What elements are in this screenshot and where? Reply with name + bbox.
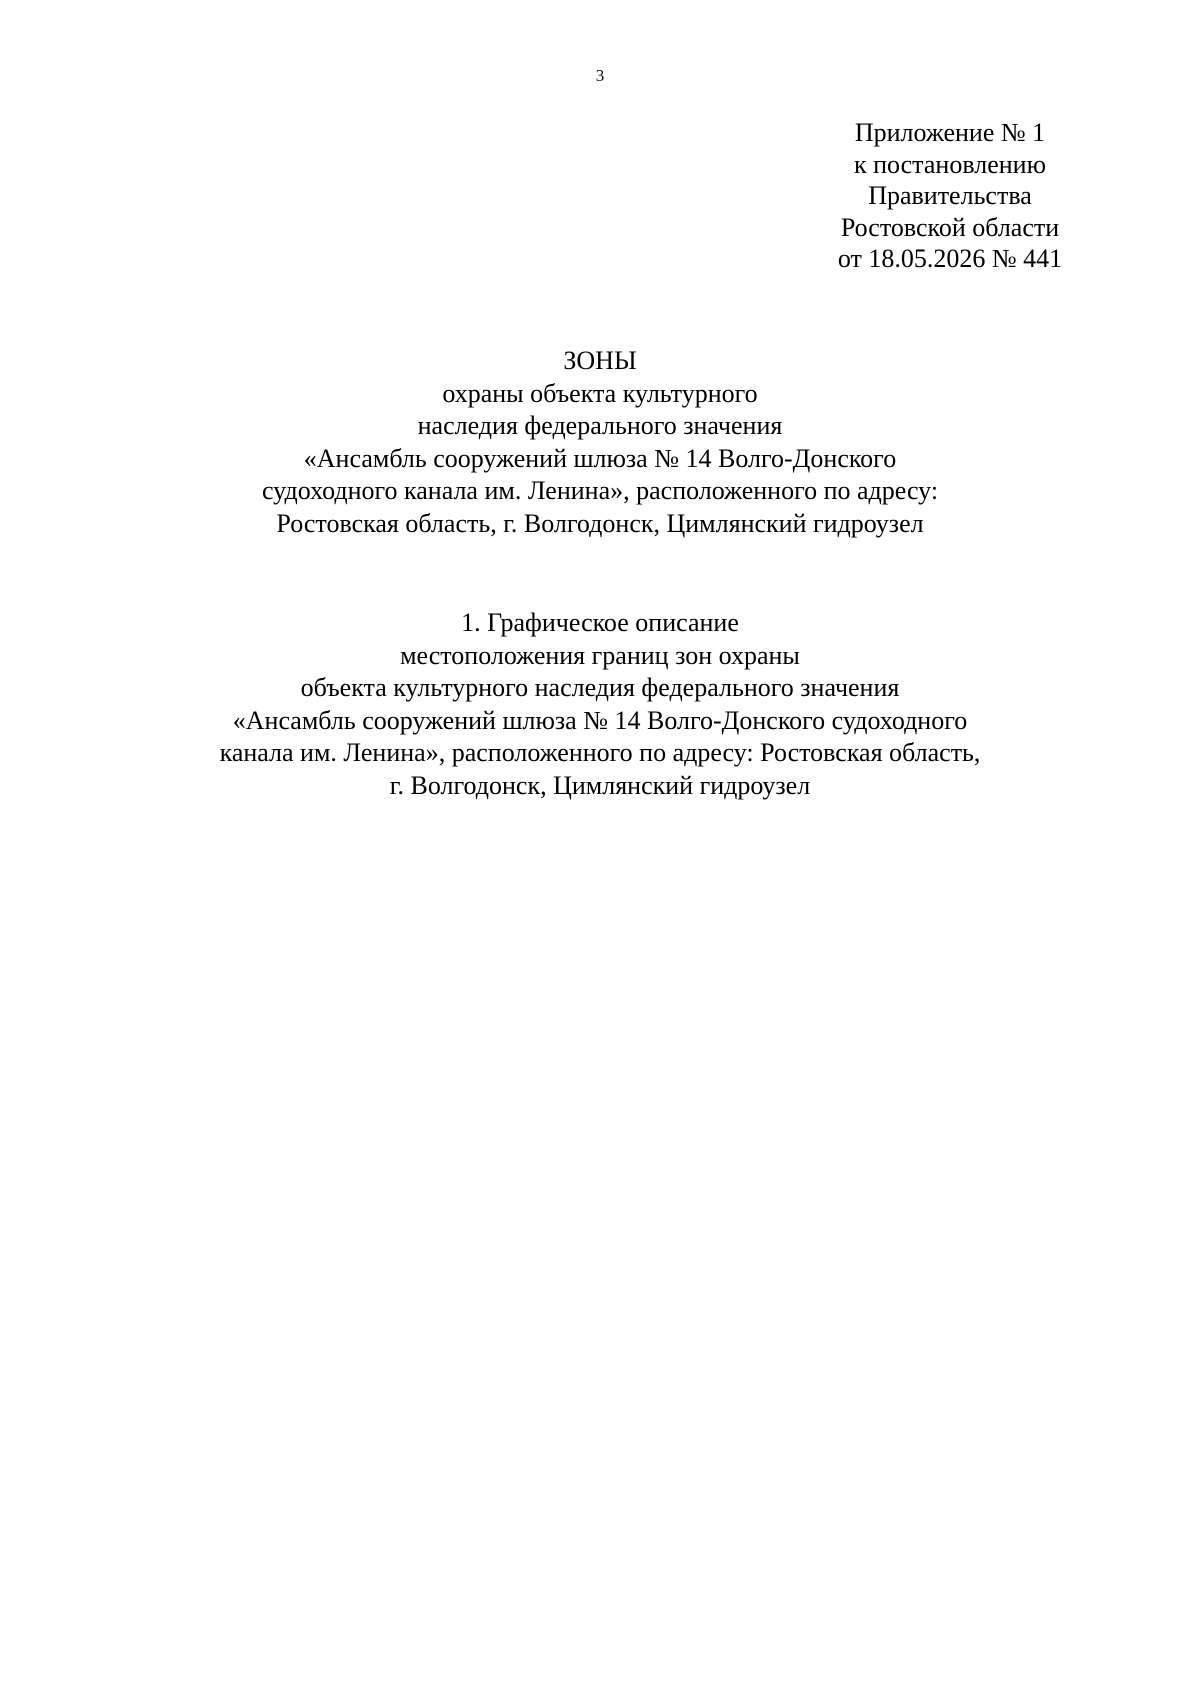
appendix-line: Приложение № 1 [854, 118, 1046, 147]
title-line: «Ансамбль сооружений шлюза № 14 Волго-Донского [303, 443, 897, 473]
section-line: г. Волгодонск, Цимлянский гидроузел [389, 770, 811, 800]
appendix-header [790, 117, 1110, 275]
title-line: наследия федерального значения [417, 411, 783, 440]
section-line: местоположения границ зон охраны [400, 640, 800, 670]
section-line: 1. Графическое описание [461, 608, 739, 637]
section-1-heading [0, 607, 1200, 802]
section-line: канала им. Ленина», расположенного по адресу: Ростовская область, [219, 738, 981, 767]
section-line: «Ансамбль сооружений шлюза № 14 Волго-Донского судоходного [232, 705, 968, 735]
appendix-date-number: от 18.05.2026 № 441 [837, 244, 1063, 273]
title-line: судоходного канала им. Ленина», расположенного по адресу: [261, 476, 939, 505]
document-title [0, 345, 1200, 540]
appendix-line: к постановлению [853, 149, 1047, 179]
appendix-line: Ростовской области [840, 212, 1060, 242]
appendix-line: Правительства [868, 181, 1032, 210]
title-line: охраны объекта культурного [442, 378, 758, 408]
title-heading: ЗОНЫ [563, 346, 637, 375]
section-line: объекта культурного наследия федерального значения [300, 673, 900, 702]
page-number: 3 [595, 66, 605, 85]
title-line: Ростовская область, г. Волгодонск, Цимлянский гидроузел [276, 508, 924, 538]
